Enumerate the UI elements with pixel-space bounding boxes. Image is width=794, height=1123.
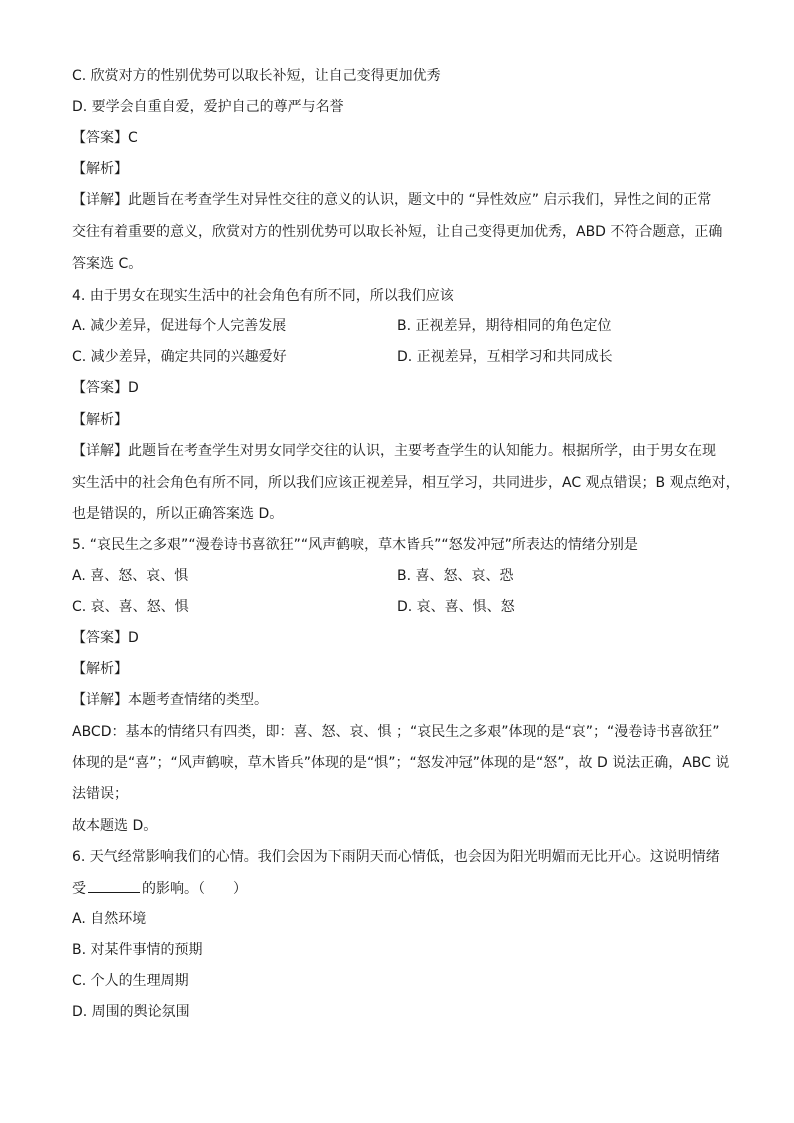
q5-detail-line-1: 【详解】本题考查情绪的类型。 (72, 692, 268, 708)
q5-option-a: A. 喜、怒、哀、惧 (72, 568, 189, 584)
q3-detail-line-3: 答案选 C。 (72, 256, 143, 272)
q4-detail-line-1: 【详解】此题旨在考查学生对男女同学交往的认识，主要考查学生的认知能力。根据所学，由于男女在现 (72, 443, 716, 459)
q5-detail-line-5: 故本题选 D。 (72, 818, 158, 834)
q6-stem-line-2 (72, 878, 732, 898)
q4-option-d: D. 正视差异，互相学习和共同成长 (397, 349, 613, 365)
q4-analysis-label: 【解析】 (72, 412, 128, 428)
q4-option-c: C. 减少差异，确定共同的兴趣爱好 (72, 349, 287, 365)
q5-stem: 5. “哀民生之多艰”“漫卷诗书喜欲狂”“风声鹤唳，草木皆兵”“怒发冲冠”所表达的情绪分别是 (72, 537, 638, 553)
q4-detail-line-2: 实生活中的社会角色有所不同，所以我们应该正视差异，相互学习，共同进步，AC 观点错误；B 观点绝对， (72, 475, 740, 491)
q3-option-d: D. 要学会自重自爱，爱护自己的尊严与名誉 (72, 99, 344, 115)
q5-answer: 【答案】D (72, 630, 139, 646)
q6-option-d: D. 周围的舆论氛围 (72, 1004, 190, 1020)
q6-answer-blank (88, 878, 140, 893)
q6-option-a: A. 自然环境 (72, 911, 147, 927)
q5-option-d: D. 哀、喜、惧、怒 (397, 599, 515, 615)
q6-stem-line-1: 6. 天气经常影响我们的心情。我们会因为下雨阴天而心情低，也会因为阳光明媚而无比开心。这说明情绪 (72, 849, 720, 865)
q4-detail-line-3: 也是错误的，所以正确答案选 D。 (72, 506, 284, 522)
q3-detail-line-1: 【详解】此题旨在考查学生对异性交往的意义的认识，题文中的 “异性效应” 启示我们，异性之间的正常 (72, 192, 712, 208)
q5-detail-line-3: 体现的是“喜”；“风声鹤唳，草木皆兵”体现的是“惧”；“怒发冲冠”体现的是“怒”，故 D 说法正确，ABC 说 (72, 755, 730, 771)
q6-option-b: B. 对某件事情的预期 (72, 942, 203, 958)
q5-option-c: C. 哀、喜、怒、惧 (72, 599, 189, 615)
q4-stem: 4. 由于男女在现实生活中的社会角色有所不同，所以我们应该 (72, 288, 454, 304)
q3-analysis-label: 【解析】 (72, 161, 128, 177)
q5-analysis-label: 【解析】 (72, 661, 128, 677)
q4-answer: 【答案】D (72, 380, 139, 396)
q5-detail-line-4: 法错误； (72, 786, 128, 802)
q3-answer: 【答案】C (72, 130, 138, 146)
q6-stem-suffix: 的影响。（ ） (142, 881, 247, 897)
q6-stem-prefix: 受 (72, 881, 86, 897)
q3-detail-line-2: 交往有着重要的意义，欣赏对方的性别优势可以取长补短，让自己变得更加优秀，ABD 不符合题意，正确 (72, 224, 723, 240)
q5-option-b: B. 喜、怒、哀、恐 (397, 568, 514, 584)
q3-option-c: C. 欣赏对方的性别优势可以取长补短，让自己变得更加优秀 (72, 68, 441, 84)
q6-option-c: C. 个人的生理周期 (72, 973, 189, 989)
q4-option-a: A. 减少差异，促进每个人完善发展 (72, 318, 287, 334)
q4-option-b: B. 正视差异，期待相同的角色定位 (397, 318, 612, 334)
q5-detail-line-2: ABCD：基本的情绪只有四类，即：喜、怒、哀、惧 ；“哀民生之多艰”体现的是“哀”；“漫卷诗书喜欲狂” (72, 724, 720, 740)
